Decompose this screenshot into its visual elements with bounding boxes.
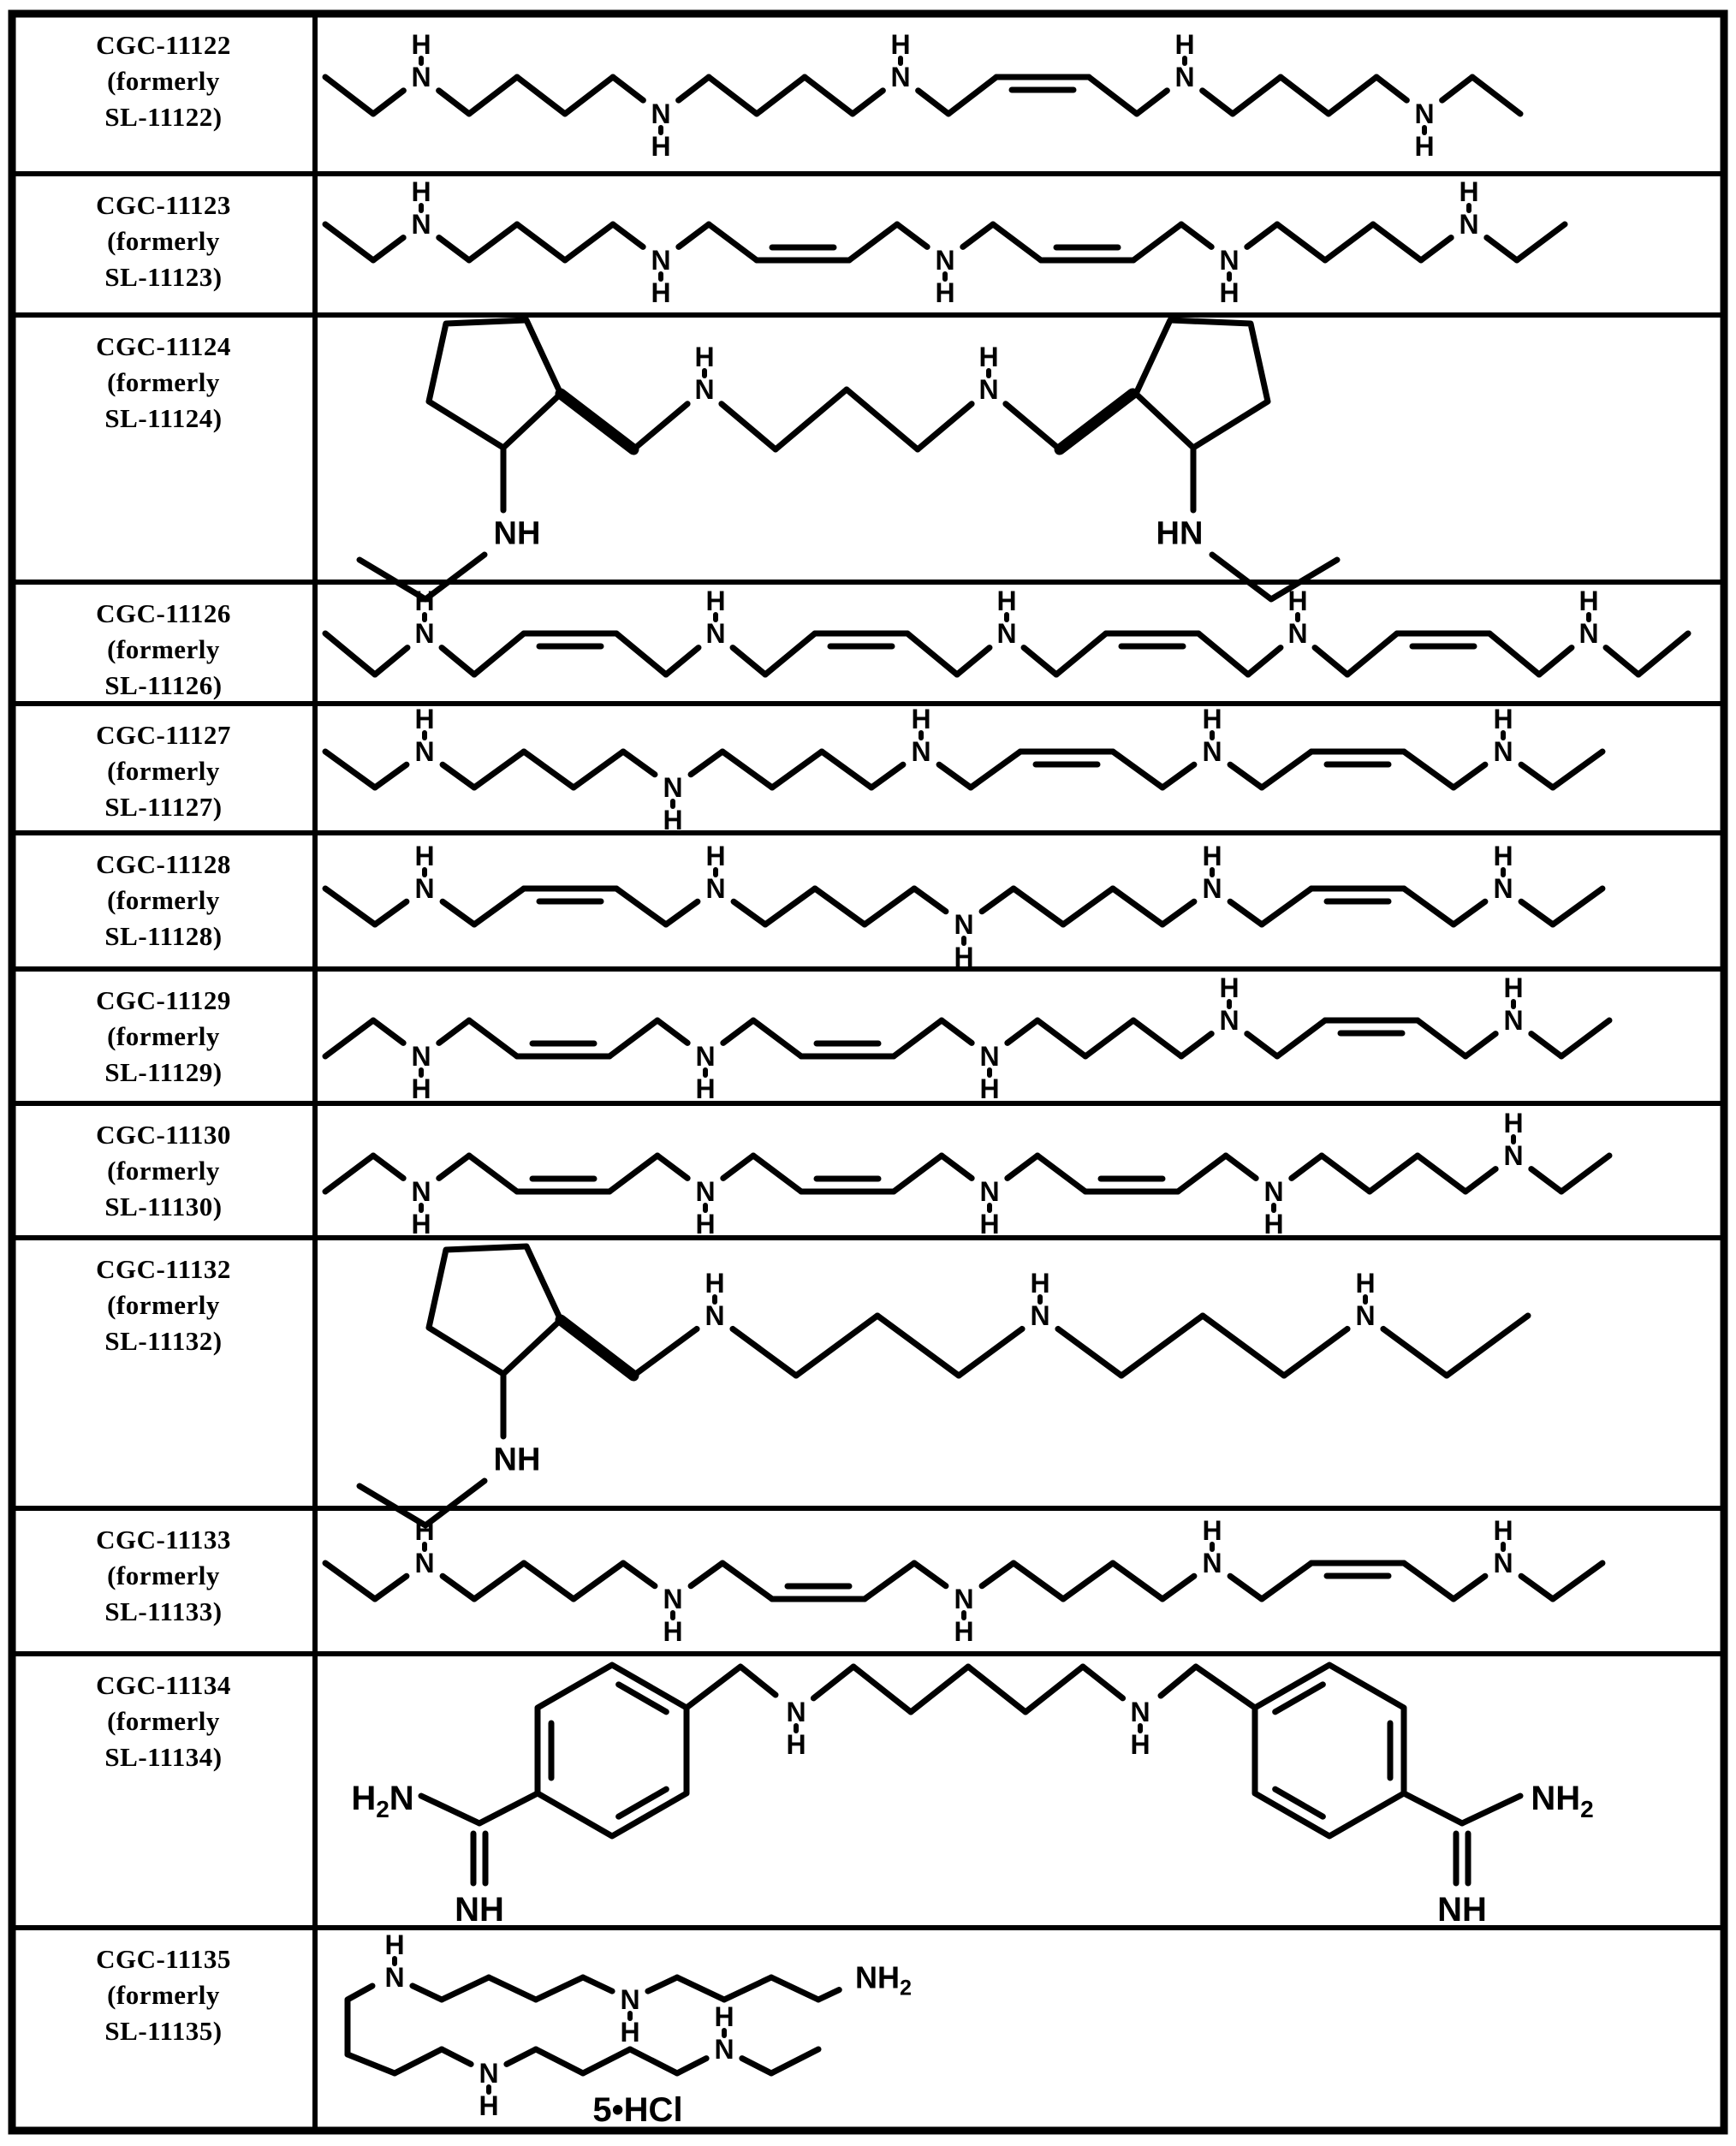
compound-id-line: CGC-11132 xyxy=(96,1254,231,1284)
compound-id-line: SL-11130) xyxy=(104,1192,223,1222)
compound-id-line: (formerly xyxy=(107,885,220,915)
hydrogen-label: H xyxy=(911,704,931,735)
nitrogen-label: N xyxy=(695,1176,716,1208)
nitrogen-label: N xyxy=(1459,209,1479,241)
compound-id-line: (formerly xyxy=(107,1980,220,2010)
hydrogen-label: H xyxy=(935,277,955,309)
compound-id-line: SL-11123) xyxy=(104,262,223,292)
nitrogen-label: N xyxy=(651,98,671,130)
hydrogen-label: H xyxy=(954,942,974,973)
compound-id-line: SL-11129) xyxy=(104,1057,223,1087)
nitrogen-label: N xyxy=(1263,1176,1284,1208)
nitrogen-label: N xyxy=(1202,1548,1222,1579)
hydrogen-label: H xyxy=(1459,176,1479,208)
hydrogen-label: H xyxy=(705,586,726,617)
nitrogen-label: N xyxy=(1493,1548,1513,1579)
nitrogen-label: N xyxy=(1202,873,1222,905)
hydrogen-label: H xyxy=(1202,1515,1222,1547)
hydrogen-label: H xyxy=(705,841,726,872)
nitrogen-label: N xyxy=(1414,98,1435,130)
nitrogen-label: N xyxy=(1130,1697,1150,1728)
structure-CGC-11123 xyxy=(325,176,1565,308)
hydrogen-label: H xyxy=(695,1209,716,1240)
hydrogen-label: H xyxy=(1219,277,1240,309)
table-borders xyxy=(12,14,1724,2131)
structure-CGC-11127 xyxy=(325,704,1602,835)
compound-id-line: CGC-11124 xyxy=(96,331,231,361)
structure-CGC-11124 xyxy=(360,320,1337,599)
terminal-group-label: $NH_2$ xyxy=(855,1959,913,2000)
nitrogen-label: N xyxy=(663,1584,683,1615)
hydrogen-label: H xyxy=(651,131,671,163)
hydrogen-label: H xyxy=(1503,972,1524,1004)
compound-id-line: SL-11132) xyxy=(104,1326,223,1356)
nitrogen-label: N xyxy=(1030,1300,1050,1332)
group-label: $H_2N$ xyxy=(351,1780,414,1822)
hydrogen-label: H xyxy=(1493,704,1513,735)
hydrogen-label: H xyxy=(1263,1209,1284,1240)
compound-id-line: CGC-11134 xyxy=(96,1670,231,1700)
compound-id-line: CGC-11126 xyxy=(96,598,231,628)
hydrogen-label: H xyxy=(414,1515,435,1547)
compound-id-line: SL-11126) xyxy=(104,670,223,700)
nitrogen-label: N xyxy=(411,62,431,93)
group-label: NH xyxy=(493,1442,541,1478)
structure-CGC-11134 xyxy=(351,1665,1593,1929)
compound-id-line: SL-11134) xyxy=(104,1742,223,1772)
compound-id-line: CGC-11128 xyxy=(96,849,231,879)
structure-CGC-11128 xyxy=(325,841,1602,972)
hydrogen-label: H xyxy=(414,841,435,872)
nitrogen-label: N xyxy=(414,618,435,650)
compound-id-line: SL-11128) xyxy=(104,921,223,951)
nitrogen-label: N xyxy=(996,618,1017,650)
structure-CGC-11126 xyxy=(325,586,1688,675)
group-label: NH xyxy=(493,515,541,552)
nitrogen-label: N xyxy=(384,1962,405,1994)
nitrogen-label: N xyxy=(954,1584,974,1615)
hydrogen-label: H xyxy=(411,1073,431,1105)
group-label: 5•HCl xyxy=(592,2091,683,2129)
hydrogen-label: H xyxy=(1414,131,1435,163)
hydrogen-label: H xyxy=(786,1729,806,1761)
hydrogen-label: H xyxy=(479,2090,499,2122)
hydrogen-label: H xyxy=(694,342,715,373)
nitrogen-label: N xyxy=(705,1300,725,1332)
nitrogen-label: N xyxy=(1578,618,1599,650)
nitrogen-label: N xyxy=(411,1176,431,1208)
nitrogen-label: N xyxy=(1202,736,1222,768)
nitrogen-label: N xyxy=(954,909,974,941)
hydrogen-label: H xyxy=(890,29,911,61)
compound-id-line: CGC-11130 xyxy=(96,1120,231,1150)
hydrogen-label: H xyxy=(714,2001,734,2033)
compound-id-line: CGC-11123 xyxy=(96,190,231,220)
nitrogen-label: N xyxy=(414,873,435,905)
nitrogen-label: N xyxy=(411,209,431,241)
group-label: $NH_2$ xyxy=(1531,1780,1594,1822)
group-label: NH xyxy=(455,1891,504,1929)
hydrogen-label: H xyxy=(1493,841,1513,872)
hydrogen-label: H xyxy=(1202,841,1222,872)
compound-id-line: SL-11133) xyxy=(104,1596,223,1626)
nitrogen-label: N xyxy=(1503,1140,1524,1172)
hydrogen-label: H xyxy=(1578,586,1599,617)
hydrogen-label: H xyxy=(695,1073,716,1105)
nitrogen-label: N xyxy=(1219,245,1240,276)
compound-id-line: (formerly xyxy=(107,634,220,664)
nitrogen-label: N xyxy=(1219,1005,1240,1037)
hydrogen-label: H xyxy=(1219,972,1240,1004)
compound-id-line: (formerly xyxy=(107,367,220,397)
hydrogen-label: H xyxy=(620,2017,640,2048)
nitrogen-label: N xyxy=(1355,1300,1376,1332)
hydrogen-label: H xyxy=(411,176,431,208)
nitrogen-label: N xyxy=(414,736,435,768)
hydrogen-label: H xyxy=(705,1268,725,1299)
nitrogen-label: N xyxy=(935,245,955,276)
compound-id-line: (formerly xyxy=(107,1706,220,1736)
nitrogen-label: N xyxy=(651,245,671,276)
hydrogen-label: H xyxy=(1355,1268,1376,1299)
hydrogen-label: H xyxy=(979,1209,1000,1240)
nitrogen-label: N xyxy=(1287,618,1308,650)
structure-CGC-11129 xyxy=(325,972,1609,1104)
hydrogen-label: H xyxy=(1030,1268,1050,1299)
group-label: NH xyxy=(1437,1891,1487,1929)
hydrogen-label: H xyxy=(1503,1108,1524,1139)
nitrogen-label: N xyxy=(414,1548,435,1579)
nitrogen-label: N xyxy=(694,374,715,406)
compound-id-line: (formerly xyxy=(107,1021,220,1051)
hydrogen-label: H xyxy=(954,1616,974,1648)
structure-CGC-11132 xyxy=(360,1246,1528,1525)
hydrogen-label: H xyxy=(411,29,431,61)
compound-id-line: (formerly xyxy=(107,1560,220,1590)
nitrogen-label: N xyxy=(663,772,683,804)
hydrogen-label: H xyxy=(996,586,1017,617)
compound-id-line: SL-11135) xyxy=(104,2016,223,2046)
compound-id-line: CGC-11135 xyxy=(96,1944,231,1974)
compound-id-line: SL-11124) xyxy=(104,403,223,433)
nitrogen-label: N xyxy=(620,1984,640,2016)
structure-CGC-11130 xyxy=(325,1108,1609,1239)
hydrogen-label: H xyxy=(663,1616,683,1648)
hydrogen-label: H xyxy=(1202,704,1222,735)
compound-id-line: (formerly xyxy=(107,756,220,786)
hydrogen-label: H xyxy=(414,704,435,735)
nitrogen-label: N xyxy=(1503,1005,1524,1037)
nitrogen-label: N xyxy=(978,374,999,406)
hydrogen-label: H xyxy=(414,586,435,617)
hydrogen-label: H xyxy=(384,1929,405,1961)
hydrogen-label: H xyxy=(651,277,671,309)
structure-CGC-11133 xyxy=(325,1515,1602,1647)
nitrogen-label: N xyxy=(911,736,931,768)
nitrogen-label: N xyxy=(890,62,911,93)
compound-id-line: (formerly xyxy=(107,226,220,256)
hydrogen-label: H xyxy=(663,805,683,836)
hydrogen-label: H xyxy=(979,1073,1000,1105)
nitrogen-label: N xyxy=(411,1041,431,1073)
hydrogen-label: H xyxy=(1287,586,1308,617)
group-label: HN xyxy=(1156,515,1204,552)
compound-id-line: SL-11127) xyxy=(104,792,223,822)
nitrogen-label: N xyxy=(1493,873,1513,905)
compound-id-line: CGC-11127 xyxy=(96,720,231,750)
hydrogen-label: H xyxy=(1174,29,1195,61)
compound-id-line: CGC-11133 xyxy=(96,1525,231,1555)
nitrogen-label: N xyxy=(786,1697,806,1728)
compound-id-line: CGC-11122 xyxy=(96,30,231,60)
nitrogen-label: N xyxy=(1493,736,1513,768)
compound-id-line: (formerly xyxy=(107,66,220,96)
nitrogen-label: N xyxy=(714,2034,734,2066)
compound-id-line: (formerly xyxy=(107,1156,220,1186)
compound-id-line: (formerly xyxy=(107,1290,220,1320)
nitrogen-label: N xyxy=(705,618,726,650)
compound-id-line: SL-11122) xyxy=(104,102,223,132)
nitrogen-label: N xyxy=(695,1041,716,1073)
hydrogen-label: H xyxy=(978,342,999,373)
hydrogen-label: H xyxy=(1130,1729,1150,1761)
nitrogen-label: N xyxy=(1174,62,1195,93)
nitrogen-label: N xyxy=(979,1041,1000,1073)
nitrogen-label: N xyxy=(979,1176,1000,1208)
hydrogen-label: H xyxy=(411,1209,431,1240)
compound-id-line: CGC-11129 xyxy=(96,985,231,1015)
nitrogen-label: N xyxy=(705,873,726,905)
nitrogen-label: N xyxy=(479,2058,499,2090)
hydrogen-label: H xyxy=(1493,1515,1513,1547)
structure-CGC-11135 xyxy=(348,1929,912,2129)
structure-CGC-11122 xyxy=(325,29,1520,162)
